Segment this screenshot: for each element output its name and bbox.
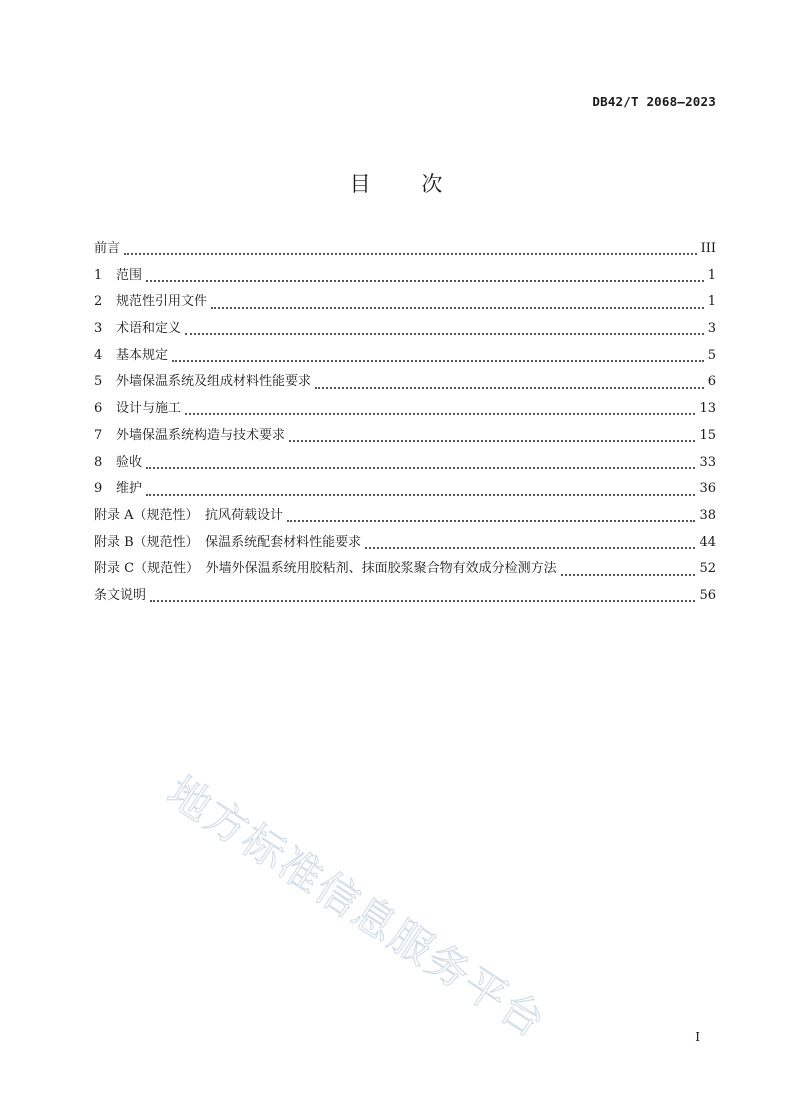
- dot-leader: [146, 494, 695, 496]
- toc-entry[interactable]: [94, 530, 716, 557]
- toc-entry[interactable]: [94, 343, 716, 370]
- toc-entry-page: 3: [707, 321, 716, 337]
- toc-entry-number: 6: [94, 401, 103, 417]
- toc-entry-page: 13: [699, 401, 716, 417]
- toc-entry-label: 维护: [116, 481, 143, 497]
- toc-entry-page: 33: [699, 454, 716, 470]
- toc-entry[interactable]: [94, 396, 716, 423]
- toc-entry-label: 附录 B（规范性） 保温系统配套材料性能要求: [94, 534, 362, 550]
- table-of-contents: [94, 236, 716, 610]
- dot-leader: [287, 520, 695, 522]
- toc-entry-page: 5: [707, 347, 716, 363]
- toc-entry-number: 5: [94, 374, 103, 390]
- toc-entry-label: 外墙保温系统及组成材料性能要求: [116, 374, 312, 390]
- dot-leader: [124, 253, 697, 255]
- dot-leader: [146, 467, 695, 469]
- dot-leader: [289, 440, 695, 442]
- toc-entry-number: 9: [94, 481, 103, 497]
- toc-entry-label: 外墙保温系统构造与技术要求: [116, 427, 286, 443]
- toc-entry[interactable]: [94, 316, 716, 343]
- toc-entry-label: 前言: [94, 241, 121, 256]
- dot-leader: [185, 333, 704, 335]
- toc-entry-label: 范围: [116, 267, 143, 283]
- toc-entry-number: 7: [94, 427, 103, 443]
- toc-entry[interactable]: [94, 476, 716, 503]
- dot-leader: [561, 574, 696, 576]
- toc-entry[interactable]: [94, 556, 716, 583]
- toc-entry[interactable]: [94, 263, 716, 290]
- toc-entry[interactable]: [94, 503, 716, 530]
- toc-entry-number: 2: [94, 294, 103, 310]
- page-title: 目 次: [349, 172, 465, 196]
- toc-entry-label: 附录 A（规范性） 抗风荷载设计: [94, 507, 284, 523]
- toc-entry-page: 52: [699, 561, 716, 577]
- toc-entry-number: 4: [94, 347, 103, 363]
- toc-entry-page: III: [700, 241, 716, 256]
- page-number: I: [695, 1030, 700, 1044]
- toc-entry-number: 1: [94, 267, 103, 283]
- toc-entry[interactable]: [94, 583, 716, 610]
- toc-entry-page: 44: [699, 534, 716, 550]
- toc-entry-label: 规范性引用文件: [116, 294, 208, 310]
- toc-entry-page: 56: [699, 587, 716, 603]
- document-code: DB42/T 2068—2023: [592, 94, 716, 109]
- toc-entry-label: 术语和定义: [116, 321, 182, 337]
- toc-entry-page: 6: [707, 374, 716, 390]
- toc-entry-label: 验收: [116, 454, 143, 470]
- toc-entry[interactable]: [94, 289, 716, 316]
- toc-entry[interactable]: [94, 423, 716, 450]
- toc-entry-page: 1: [707, 294, 716, 310]
- dot-leader: [185, 413, 695, 415]
- toc-entry-number: 8: [94, 454, 103, 470]
- toc-entry[interactable]: [94, 450, 716, 477]
- dot-leader: [211, 307, 704, 309]
- dot-leader: [146, 280, 704, 282]
- toc-entry-page: 36: [699, 481, 716, 497]
- toc-entry-page: 38: [699, 507, 716, 523]
- toc-entry-number: 3: [94, 321, 103, 337]
- toc-entry[interactable]: [94, 369, 716, 396]
- toc-entry-label: 附录 C（规范性） 外墙外保温系统用胶粘剂、抹面胶浆聚合物有效成分检测方法: [94, 561, 557, 577]
- toc-entry[interactable]: [94, 236, 716, 263]
- dot-leader: [315, 387, 704, 389]
- dot-leader: [365, 547, 695, 549]
- dot-leader: [150, 600, 695, 602]
- toc-entry-label: 基本规定: [116, 347, 169, 363]
- toc-entry-page: 1: [707, 267, 716, 283]
- toc-entry-label: 设计与施工: [116, 401, 182, 417]
- toc-entry-label: 条文说明: [94, 587, 147, 603]
- toc-entry-page: 15: [699, 427, 716, 443]
- watermark: 地方标准信息服务平台: [158, 766, 555, 1048]
- dot-leader: [172, 360, 704, 362]
